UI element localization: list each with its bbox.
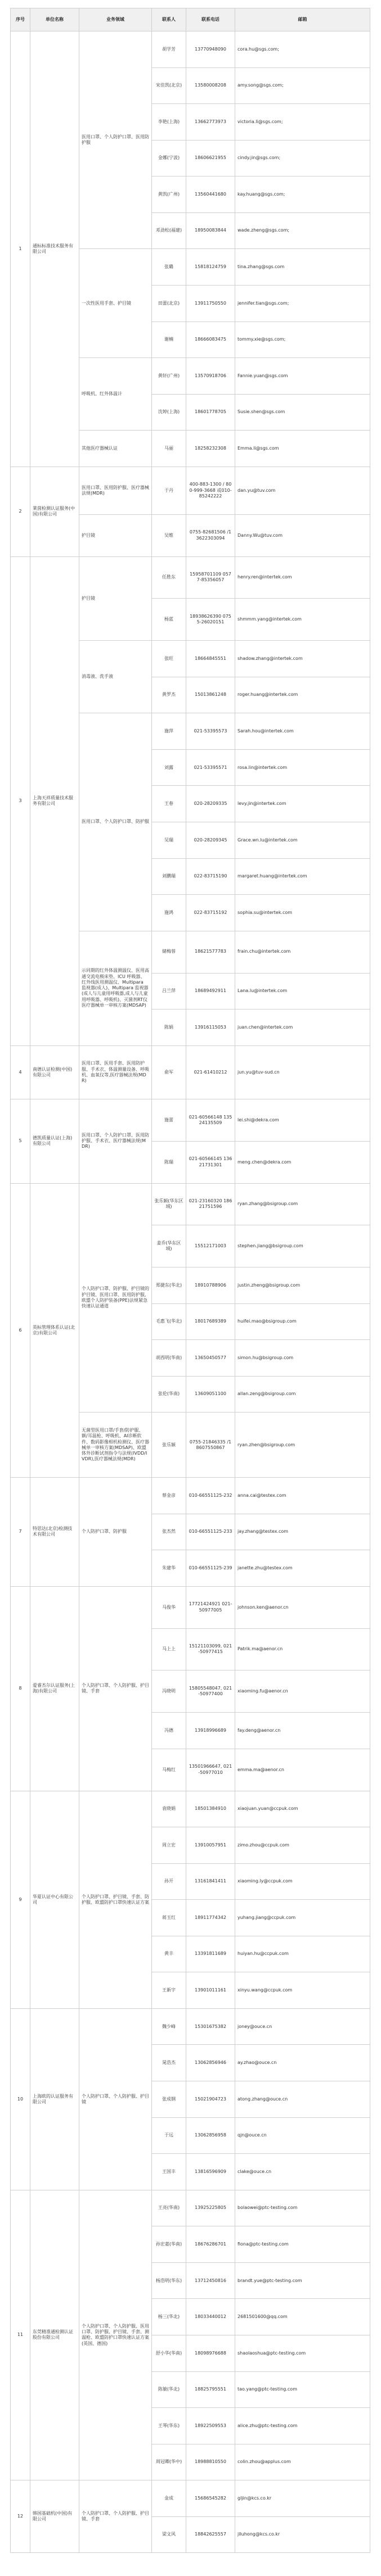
table-row xyxy=(11,1791,370,1827)
contact-person: 刘鹏瑞 xyxy=(152,858,186,895)
header-org: 单位名称 xyxy=(30,8,79,31)
contact-person: 于远 xyxy=(152,2117,186,2154)
org-name: 特思达(北京)检测技术有限公司 xyxy=(30,1478,79,1587)
contact-person: 胡学芳 xyxy=(152,31,186,68)
contact-email[interactable]: clake@ouce.cn xyxy=(235,2154,370,2190)
org-name: 莱茵检测认证服务(中国)有限公司 xyxy=(30,467,79,556)
org-number: 1 xyxy=(11,31,30,467)
org-name: 华夏认证中心有限公司 xyxy=(30,1791,79,2008)
org-number: 6 xyxy=(11,1183,30,1478)
business-scope: 个人防护口罩、防护服、护目镜的护目镜、医用口罩、医用防护服,欧盟个人防护装备(PPE)法规紧急快速认证通道 xyxy=(79,1183,152,1413)
header-phone: 联系电话 xyxy=(186,8,235,31)
contact-phone: 18033440012 xyxy=(186,2299,235,2335)
contact-person: 王琴(华东) xyxy=(152,2408,186,2444)
org-name: 德凯质量认证(上海)有限公司 xyxy=(30,1099,79,1183)
contact-person: 马梅红 xyxy=(152,1749,186,1791)
org-number: 2 xyxy=(11,467,30,556)
contact-phone: 020-28209335 xyxy=(186,786,235,822)
contact-person: 杨浩明(华东) xyxy=(152,2262,186,2299)
contact-person: 宋佳凯(北京) xyxy=(152,67,186,104)
contact-person: 金娜(宁波) xyxy=(152,140,186,176)
business-scope: 消毒液、洗手液 xyxy=(79,641,152,713)
contact-person: 邓劲松(福建) xyxy=(152,212,186,249)
contact-email[interactable]: kay.huang@sgs.com; xyxy=(235,176,370,213)
contact-email[interactable]: huifei.mao@bsigroup.com xyxy=(235,1303,370,1340)
contact-email[interactable]: 2681501600@qq.com xyxy=(235,2299,370,2335)
org-name: 英标管理体系认证(北京)有限公司 xyxy=(30,1183,79,1478)
contact-phone: 13650450577 xyxy=(186,1340,235,1377)
contact-email[interactable]: Fannie.yuan@sgs.com xyxy=(235,358,370,395)
contact-person: 李艳(上海) xyxy=(152,104,186,141)
contact-email[interactable]: lei.shi@dekra.com xyxy=(235,1099,370,1141)
contact-person: 王新宇 xyxy=(152,1972,186,2009)
contact-phone: 13910057951 xyxy=(186,1827,235,1864)
contact-phone: 18601778705 xyxy=(186,394,235,431)
contact-email[interactable]: tina.zhang@sgs.com xyxy=(235,249,370,286)
contact-phone: 18842625557 xyxy=(186,2516,235,2553)
contact-email[interactable]: zimo.zhou@ccpuk.com xyxy=(235,1827,370,1864)
table-row xyxy=(11,556,370,599)
contact-phone: 13609051100 xyxy=(186,1376,235,1413)
contact-email[interactable]: jun.yu@tuv-sud.cn xyxy=(235,1045,370,1099)
table-row xyxy=(11,2480,370,2517)
contact-email[interactable]: stephen.jiang@bsigroup.com xyxy=(235,1225,370,1267)
contact-phone: 13770948090 xyxy=(186,31,235,68)
contact-phone: 18666083475 xyxy=(186,322,235,358)
contact-email[interactable]: shadow.zhang@intertek.com xyxy=(235,641,370,677)
contact-person: 冯德 xyxy=(152,1713,186,1749)
contact-phone: 17721424921 021-50977005 xyxy=(186,1586,235,1628)
contact-phone: 13918996689 xyxy=(186,1713,235,1749)
business-scope: 呼吸机、红外体温计 xyxy=(79,358,152,431)
contact-person: 施鸿 xyxy=(152,895,186,931)
contact-email[interactable]: roger.huang@intertek.com xyxy=(235,677,370,713)
contact-person: 张璐 xyxy=(152,249,186,286)
contact-phone: 0755-82681506 /13622303094 xyxy=(186,514,235,556)
contact-phone: 18911774342 xyxy=(186,1900,235,1936)
contact-phone: 15686545282 xyxy=(186,2480,235,2517)
contact-person: 郑捷东(华北) xyxy=(152,1267,186,1304)
contact-phone: 13662773973 xyxy=(186,104,235,141)
contact-person: 蔡金彦 xyxy=(152,1478,186,1514)
contact-email[interactable]: tommy.xie@sgs.com; xyxy=(235,322,370,358)
contact-phone: 15818124759 xyxy=(186,249,235,286)
contact-phone: 13391811689 xyxy=(186,1936,235,1972)
org-number: 4 xyxy=(11,1045,30,1099)
contact-email[interactable]: alice.zhu@ptc-testing.com xyxy=(235,2408,370,2444)
contact-email[interactable]: Lana.lu@intertek.com xyxy=(235,973,370,1009)
contact-person: 冯晓明 xyxy=(152,1670,186,1713)
contact-email[interactable]: margaret.huang@intertek.com xyxy=(235,858,370,895)
contact-phone: 13062856946 xyxy=(186,2045,235,2081)
contact-email[interactable]: simon.hu@bsigroup.com xyxy=(235,1340,370,1377)
contact-person: 王春 xyxy=(152,786,186,822)
business-scope: 护目镜 xyxy=(79,556,152,641)
contact-person: 田蕾(北京) xyxy=(152,285,186,322)
contact-phone: 13911750550 xyxy=(186,285,235,322)
contact-email[interactable]: tao.yang@ptc-testing.com xyxy=(235,2371,370,2408)
contact-person: 王国丰 xyxy=(152,2154,186,2190)
contact-phone: 021-53395571 xyxy=(186,749,235,786)
contact-email[interactable]: Grace.wn.lu@intertek.com xyxy=(235,822,370,858)
contact-phone: 020-28209345 xyxy=(186,822,235,858)
contact-phone: 13570918706 xyxy=(186,358,235,395)
contact-phone: 18950083844 xyxy=(186,212,235,249)
contact-email[interactable]: sophia.su@intertek.com xyxy=(235,895,370,931)
header-seq: 序号 xyxy=(11,8,30,31)
contact-email[interactable]: joney@ouce.cn xyxy=(235,2008,370,2045)
contact-person: 储梅蓉 xyxy=(152,931,186,973)
table-row xyxy=(11,1586,370,1628)
contact-email[interactable]: Danny.Wu@tuv.com xyxy=(235,514,370,556)
contact-email[interactable]: johnson.ken@aenor.cn xyxy=(235,1586,370,1628)
contact-phone: 18258232308 xyxy=(186,431,235,467)
contact-phone: 13161841411 xyxy=(186,1863,235,1900)
contact-phone: 13580008208 xyxy=(186,67,235,104)
table-body xyxy=(11,31,370,2553)
contact-email[interactable]: fay.deng@aenor.cn xyxy=(235,1713,370,1749)
contact-email[interactable]: meng.chen@dekra.com xyxy=(235,1141,370,1183)
contact-person: 张杰然 xyxy=(152,1514,186,1550)
contact-email[interactable]: janette.zhu@testex.com xyxy=(235,1550,370,1587)
org-name: 南德认证检测(中国)有限公司 xyxy=(30,1045,79,1099)
org-number: 8 xyxy=(11,1586,30,1791)
table-row xyxy=(11,1478,370,1514)
contact-phone: 18825795551 xyxy=(186,2371,235,2408)
contact-phone: 13916115053 xyxy=(186,1009,235,1046)
business-scope: 医用口罩、个人防护口罩、防护服 xyxy=(79,713,152,931)
contact-person: 施萍 xyxy=(152,713,186,750)
contact-email[interactable]: jay.zhang@testex.com xyxy=(235,1514,370,1550)
contact-email[interactable]: fiona@ptc-testing.com xyxy=(235,2226,370,2263)
contact-email[interactable]: cindy.jin@sgs.com; xyxy=(235,140,370,176)
org-name: 上海天祥质量技术服务有限公司 xyxy=(30,556,79,1045)
contact-phone: 18988810550 xyxy=(186,2444,235,2480)
contact-person: 张伦(华南) xyxy=(152,1376,186,1413)
contact-person: 黄罗杰 xyxy=(152,677,186,713)
contact-person: 黄丰 xyxy=(152,1936,186,1972)
contact-table xyxy=(10,8,370,2553)
contact-phone: 15013861248 xyxy=(186,677,235,713)
business-scope: 一次性医用手套、护目镜 xyxy=(79,249,152,358)
contact-email[interactable]: Emma.li@sgs.com xyxy=(235,431,370,467)
contact-email[interactable]: atong.zhang@ouce.cn xyxy=(235,2081,370,2118)
contact-person: 陈娟 xyxy=(152,1009,186,1046)
contact-phone: 18501384910 xyxy=(186,1791,235,1827)
contact-person: 晁浩杰 xyxy=(152,2045,186,2081)
contact-email[interactable]: rosa.lin@intertek.com xyxy=(235,749,370,786)
org-number: 3 xyxy=(11,556,30,1045)
org-number: 10 xyxy=(11,2008,30,2190)
org-name: 上海欧的认证服务有限公司 xyxy=(30,2008,79,2190)
contact-person: 于丹 xyxy=(152,467,186,514)
org-name: 韩国基础机(中国)有限公司 xyxy=(30,2480,79,2553)
contact-phone: 15301675382 xyxy=(186,2008,235,2045)
contact-phone: 18017689389 xyxy=(186,1303,235,1340)
table-row xyxy=(11,467,370,514)
table-row xyxy=(11,31,370,68)
contact-phone: 18689492911 xyxy=(186,973,235,1009)
contact-person: 陈敏(华北) xyxy=(152,2371,186,2408)
business-scope: 个人防护口罩、防护服 xyxy=(79,1478,152,1587)
contact-person: 沈婷(上海) xyxy=(152,394,186,431)
contact-phone: 13560441680 xyxy=(186,176,235,213)
contact-email[interactable]: Patrik.ma@aenor.cn xyxy=(235,1628,370,1670)
contact-email[interactable]: anna.cai@testex.com xyxy=(235,1478,370,1514)
contact-email[interactable]: gljin@kcs.co.kr xyxy=(235,2480,370,2517)
business-scope: 个人防护口罩、个人防护服、护目镜 xyxy=(79,2008,152,2190)
contact-email[interactable]: Susie.shen@sgs.com xyxy=(235,394,370,431)
contact-email[interactable]: bolaowei@ptc-testing.com xyxy=(235,2190,370,2226)
table-row xyxy=(11,1099,370,1141)
header-scope: 业务领域 xyxy=(79,8,152,31)
contact-email[interactable]: Sarah.hou@intertek.com xyxy=(235,713,370,750)
contact-email[interactable]: brandt.yue@ptc-testing.com xyxy=(235,2262,370,2299)
contact-email[interactable]: ryan.zhen@bsigroup.com xyxy=(235,1413,370,1478)
contact-person: 周冠卿(华中) xyxy=(152,2444,186,2480)
table-row xyxy=(11,2008,370,2045)
contact-email[interactable]: cora.hu@sgs.com; xyxy=(235,31,370,68)
contact-phone: 022-83715190 xyxy=(186,858,235,895)
business-scope: 医用口罩、个人防护口罩、医用防护服、手术衣、医疗器械法规(MDR) xyxy=(79,1099,152,1183)
contact-person: 马俊华 xyxy=(152,1586,186,1628)
org-name: 爱睿杰尔认证服务(上海)有限公司 xyxy=(30,1586,79,1791)
contact-phone: 010-66551125-232 xyxy=(186,1478,235,1514)
contact-email[interactable]: allan.zeng@bsigroup.com xyxy=(235,1376,370,1413)
contact-phone: 15805548047, 021-50977400 xyxy=(186,1670,235,1713)
contact-email[interactable]: amy.song@sgs.com; xyxy=(235,67,370,104)
table-row xyxy=(11,1183,370,1225)
contact-person: 王亮(华南) xyxy=(152,2190,186,2226)
contact-person: 马上上 xyxy=(152,1628,186,1670)
contact-phone: 13712450816 xyxy=(186,2262,235,2299)
business-scope: 示同期的红外体温测温仪、医用高通交流电极床垫、ICU 呼吸器、红外线医用测温仪、Multipara 监视器(成人)、Multipara 监视器(成人与儿童用呼吸器,成人与儿童用呼吸器、呼吸机)、灭菌剂RT仪医疗器械单一审核方案(MDSAP) xyxy=(79,931,152,1045)
contact-phone: 18938626390 0755-26020151 xyxy=(186,599,235,641)
contact-email[interactable]: huiyan.hu@ccpuk.com xyxy=(235,1936,370,1972)
business-scope: 医用口罩、个人防护口罩、医用防护服 xyxy=(79,31,152,249)
contact-phone: 18676286701 xyxy=(186,2226,235,2263)
contact-phone: 021-60566145 13621731301 xyxy=(186,1141,235,1183)
contact-person: 任胜东 xyxy=(152,556,186,599)
contact-person: 吴瑞 xyxy=(152,822,186,858)
contact-person: 周立宏 xyxy=(152,1827,186,1864)
contact-phone: 010-66551125-239 xyxy=(186,1550,235,1587)
contact-person: 施蕾 xyxy=(152,1099,186,1141)
org-number: 11 xyxy=(11,2190,30,2480)
contact-phone: 022-83715192 xyxy=(186,895,235,931)
contact-person: 朱建华 xyxy=(152,1550,186,1587)
contact-email[interactable]: xiaoming.ly@ccpuk.com xyxy=(235,1863,370,1900)
contact-phone: 18621577783 xyxy=(186,931,235,973)
contact-person: 马丽 xyxy=(152,431,186,467)
contact-email[interactable]: levy.jin@intertek.com xyxy=(235,786,370,822)
contact-email[interactable]: xinyu.wang@ccpuk.com xyxy=(235,1972,370,2009)
contact-phone: 0755-21846335 /18607550867 xyxy=(186,1413,235,1478)
org-number: 12 xyxy=(11,2480,30,2553)
contact-email[interactable]: ryan.zhang@bsigroup.com xyxy=(235,1183,370,1225)
contact-person: 孙宏嘉(华南) xyxy=(152,2226,186,2263)
business-scope: 个人防护口罩、个人防护服、护目镜、手套 xyxy=(79,2480,152,2553)
contact-phone: 18910788906 xyxy=(186,1267,235,1304)
business-scope: 无菌型医用口罩/手套/防护服、额/耳温枪、呼吸机、AI诊断软件、数码影像相机检测仪、医疗器械单一审核方案(MDSAP)、欧盟体外诊断试剂指令与法规(IVDD/IVDR),医疗器械法规(MDR) xyxy=(79,1413,152,1478)
contact-person: 魏少峰 xyxy=(152,2008,186,2045)
contact-person: 吕兰萍 xyxy=(152,973,186,1009)
contact-phone: 13062856958 xyxy=(186,2117,235,2154)
contact-email[interactable]: wade.zheng@sgs.com; xyxy=(235,212,370,249)
org-number: 9 xyxy=(11,1791,30,2008)
contact-person: 俞军 xyxy=(152,1045,186,1099)
header-contact: 联系人 xyxy=(152,8,186,31)
contact-email[interactable]: shaolaoshua@ptc-testing.com xyxy=(235,2335,370,2371)
contact-phone: 15512171003 xyxy=(186,1225,235,1267)
business-scope: 其他医疗器械认证 xyxy=(79,431,152,467)
contact-phone: 18922509553 xyxy=(186,2408,235,2444)
org-name: 东莞精准通检测认证股份有限公司 xyxy=(30,2190,79,2480)
contact-email[interactable]: victoria.li@sgs.com; xyxy=(235,104,370,141)
contact-person: 姜乔(华东区域) xyxy=(152,1225,186,1267)
contact-phone: 13901011161 xyxy=(186,1972,235,2009)
contact-person: 蒋玉红 xyxy=(152,1900,186,1936)
contact-phone: 021-61410212 xyxy=(186,1045,235,1099)
contact-person: 杨蓝 xyxy=(152,599,186,641)
contact-phone: 13925225805 xyxy=(186,2190,235,2226)
contact-phone: 010-66551125-233 xyxy=(186,1514,235,1550)
contact-email[interactable]: jiluhong@kcs.co.kr xyxy=(235,2516,370,2553)
contact-person: 刘露 xyxy=(152,749,186,786)
contact-email[interactable]: jennifer.tian@sgs.com; xyxy=(235,285,370,322)
header-email: 邮箱 xyxy=(235,8,370,31)
business-scope: 护目镜 xyxy=(79,514,152,556)
contact-phone: 18664845551 xyxy=(186,641,235,677)
contact-email[interactable]: emma.ma@aenor.cn xyxy=(235,1749,370,1791)
contact-email[interactable]: xiaoming.fu@aenor.cn xyxy=(235,1670,370,1713)
contact-email[interactable]: justin.zheng@bsigroup.com xyxy=(235,1267,370,1304)
contact-person: 谢楠 xyxy=(152,322,186,358)
contact-person: 梁文风 xyxy=(152,2516,186,2553)
contact-email[interactable]: ay.zhao@ouce.cn xyxy=(235,2045,370,2081)
business-scope: 个人防护口罩、护目镜、手套、防护服、欧盟防护口罩快速认证方案 xyxy=(79,1791,152,2008)
contact-phone: 021-60566148 13524135509 xyxy=(186,1099,235,1141)
contact-email[interactable]: henry.ren@intertek.com xyxy=(235,556,370,599)
org-number: 5 xyxy=(11,1099,30,1183)
contact-phone: 15121103099, 021-50977415 xyxy=(186,1628,235,1670)
table-row xyxy=(11,2190,370,2226)
contact-phone: 021-53395573 xyxy=(186,713,235,750)
business-scope: 医用口罩、医用手套、医用防护服、手术衣、体温测量设备、呼吸机、血氧仪等,医疗器械法规(MDR) xyxy=(79,1045,152,1099)
org-name: 通标标准技术服务有限公司 xyxy=(30,31,79,467)
contact-person: 金成 xyxy=(152,2480,186,2517)
contact-email[interactable]: xiaojuan.yuan@ccpuk.com xyxy=(235,1791,370,1827)
contact-phone: 13501966647, 021-50977010 xyxy=(186,1749,235,1791)
table-header-row xyxy=(11,8,370,31)
org-number: 7 xyxy=(11,1478,30,1587)
contact-person: 吴维 xyxy=(152,514,186,556)
business-scope: 个人防护口罩、个人防护服、护目镜、手套 xyxy=(79,1586,152,1791)
contact-person: 杨三(华北) xyxy=(152,2299,186,2335)
contact-person: 张乐颖(华东区域) xyxy=(152,1183,186,1225)
contact-person: 毛惠飞(华北) xyxy=(152,1303,186,1340)
contact-phone: 15958701109 0577-85356057 xyxy=(186,556,235,599)
contact-email[interactable]: frain.chu@intertek.com xyxy=(235,931,370,973)
contact-phone: 400-883-1300 / 800-999-3668 或010-85242222 xyxy=(186,467,235,514)
business-scope: 个人防护口罩、个人防护服、医用口罩、防护服、护目镜、手套、测温枪、欧盟防护口罩快速认证方案(英国、德国) xyxy=(79,2190,152,2480)
contact-person: 陈瑞 xyxy=(152,1141,186,1183)
contact-phone: 18606621955 xyxy=(186,140,235,176)
contact-email[interactable]: dan.yu@tuv.com xyxy=(235,467,370,514)
contact-email[interactable]: yuhang.jiang@ccpuk.com xyxy=(235,1900,370,1936)
contact-person: 黄轩(广州) xyxy=(152,358,186,395)
business-scope: 医用口罩、医用防护服、医疗器械法规(MDR) xyxy=(79,467,152,514)
table-row xyxy=(11,1045,370,1099)
contact-email[interactable]: colin.zhou@applus.com xyxy=(235,2444,370,2480)
contact-phone: 13816596909 xyxy=(186,2154,235,2190)
contact-person: 张成钢 xyxy=(152,2081,186,2118)
contact-email[interactable]: qjn@ouce.cn xyxy=(235,2117,370,2154)
contact-phone: 18098976688 xyxy=(186,2335,235,2371)
contact-person: 胡西明(华南) xyxy=(152,1340,186,1377)
contact-person: 舒小华(华南) xyxy=(152,2335,186,2371)
contact-person: 黄凯(广州) xyxy=(152,176,186,213)
contact-person: 孙开 xyxy=(152,1863,186,1900)
contact-person: 袁晓娟 xyxy=(152,1791,186,1827)
contact-phone: 15021904723 xyxy=(186,2081,235,2118)
contact-person: 张旺 xyxy=(152,641,186,677)
contact-email[interactable]: juan.chen@intertek.com xyxy=(235,1009,370,1046)
contact-email[interactable]: shmmm.yang@intertek.com xyxy=(235,599,370,641)
contact-person: 张乐颖 xyxy=(152,1413,186,1478)
contact-phone: 021-23160320 18621751596 xyxy=(186,1183,235,1225)
